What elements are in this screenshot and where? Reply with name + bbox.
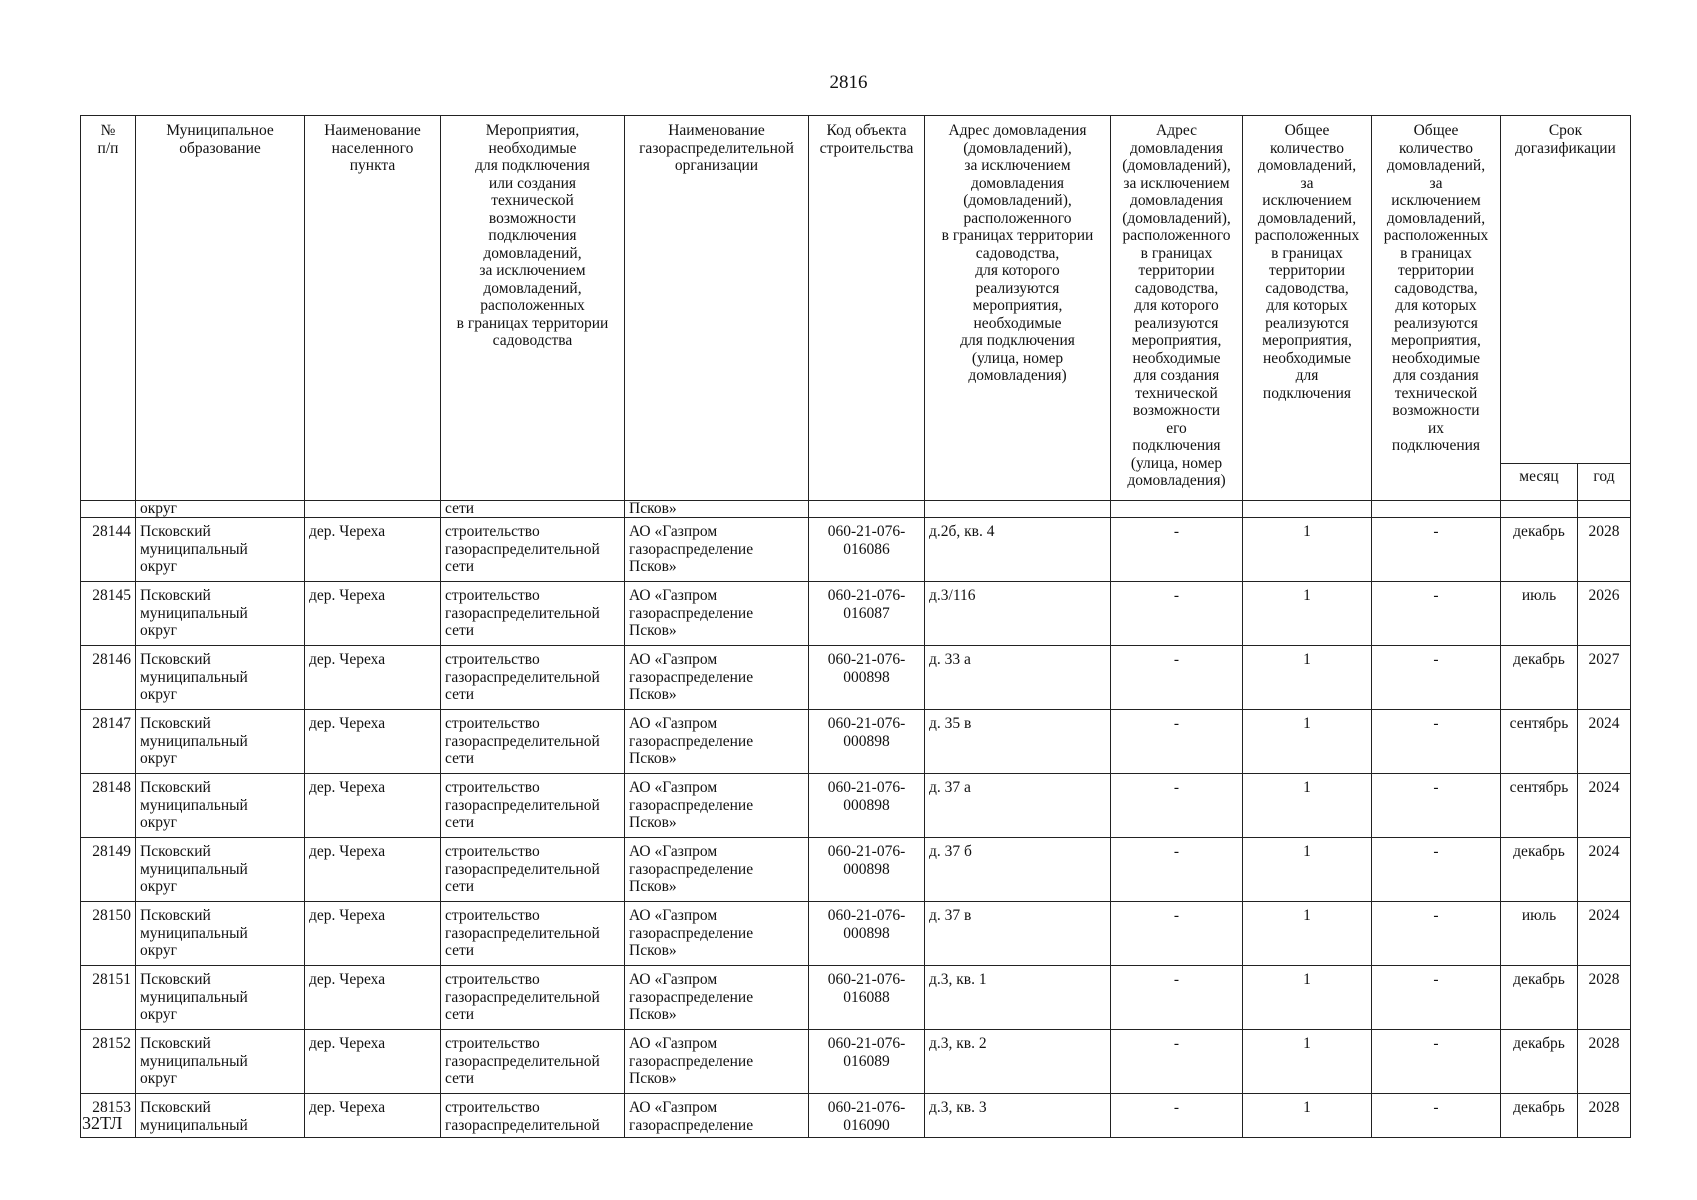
cell-settlement: дер. Череха xyxy=(305,966,441,1030)
cell-num: 28148 xyxy=(81,774,136,838)
cell-measures: строительство газораспределительной сети xyxy=(441,902,625,966)
cell-settlement: дер. Череха xyxy=(305,582,441,646)
cell-settlement: дер. Череха xyxy=(305,838,441,902)
cell-settlement xyxy=(305,501,441,518)
cell-municipality: Псковский муниципальный округ xyxy=(136,646,305,710)
cell-total-tech: - xyxy=(1372,774,1501,838)
cell-municipality: Псковский муниципальный округ xyxy=(136,582,305,646)
cell-num: 28149 xyxy=(81,838,136,902)
cell-total-tech: - xyxy=(1372,1030,1501,1094)
cell-num: 28146 xyxy=(81,646,136,710)
cell-month: июль xyxy=(1501,902,1578,966)
cell-total-connect: 1 xyxy=(1243,966,1372,1030)
cell-total-connect: 1 xyxy=(1243,838,1372,902)
cell-municipality: Псковский муниципальный округ xyxy=(136,1030,305,1094)
header-row xyxy=(81,116,1631,464)
table-row xyxy=(81,838,1631,902)
cell-year: 2028 xyxy=(1578,518,1631,582)
cell-total-connect: 1 xyxy=(1243,646,1372,710)
cell-object-code: 060-21-076- 016086 xyxy=(809,518,925,582)
cell-object-code: 060-21-076- 000898 xyxy=(809,838,925,902)
header-address-excl: Адрес домовладения (домовладений), за исключением домовладения (домовладений), расположенного в границах территории садоводства, для которого реализуются мероприятия, необходимые для подключения (улица, номер домовладения) xyxy=(925,116,1111,501)
cell-year: 2026 xyxy=(1578,582,1631,646)
cell-address-garden: - xyxy=(1111,518,1243,582)
cell-total-tech: - xyxy=(1372,582,1501,646)
cell-address-garden: - xyxy=(1111,582,1243,646)
cell-total-tech: - xyxy=(1372,1094,1501,1138)
cell-object-code: 060-21-076- 000898 xyxy=(809,710,925,774)
cell-measures: строительство газораспределительной сети xyxy=(441,518,625,582)
cell-total-tech: - xyxy=(1372,710,1501,774)
header-address-garden: Адрес домовладения (домовладений), за исключением домовладения (домовладений), расположенного в границах территории садоводства, для которого реализуются мероприятия, необходимые для создания технической возможности его подключения (улица, номер домовладения) xyxy=(1111,116,1243,501)
table-row xyxy=(81,902,1631,966)
cell-year: 2028 xyxy=(1578,1094,1631,1138)
cell-total-connect: 1 xyxy=(1243,774,1372,838)
cell-year: 2028 xyxy=(1578,1030,1631,1094)
table-row xyxy=(81,582,1631,646)
cell-total-tech: - xyxy=(1372,646,1501,710)
cell-address-excl: д.2б, кв. 4 xyxy=(925,518,1111,582)
cell-month: декабрь xyxy=(1501,1094,1578,1138)
cell-gas-org: АО «Газпром газораспределение Псков» xyxy=(625,518,809,582)
cell-year: 2027 xyxy=(1578,646,1631,710)
cell-total-connect: 1 xyxy=(1243,518,1372,582)
cell-municipality: Псковский муниципальный округ xyxy=(136,774,305,838)
cell-num: 28153 xyxy=(81,1094,136,1138)
cell-num: 28150 xyxy=(81,902,136,966)
cell-settlement: дер. Череха xyxy=(305,1030,441,1094)
cell-measures: строительство газораспределительной сети xyxy=(441,646,625,710)
cell-month: сентябрь xyxy=(1501,774,1578,838)
cell-total-tech: - xyxy=(1372,902,1501,966)
cell-measures: строительство газораспределительной сети xyxy=(441,774,625,838)
cell-object-code: 060-21-076- 000898 xyxy=(809,902,925,966)
header-measures: Мероприятия, необходимые для подключения или создания технической возможности подключения домовладений, за исключением домовладений, расположенных в границах территории садоводства xyxy=(441,116,625,501)
cell-object-code: 060-21-076- 016087 xyxy=(809,582,925,646)
cell-address-garden: - xyxy=(1111,902,1243,966)
cell-year: 2024 xyxy=(1578,838,1631,902)
cell-address-garden: - xyxy=(1111,710,1243,774)
header-month: месяц xyxy=(1501,464,1578,501)
cell-address-excl: д. 37 а xyxy=(925,774,1111,838)
cell-settlement: дер. Череха xyxy=(305,774,441,838)
cell-address-excl: д.3, кв. 3 xyxy=(925,1094,1111,1138)
cell-address-excl: д.3, кв. 2 xyxy=(925,1030,1111,1094)
cell-num: 28151 xyxy=(81,966,136,1030)
cell-measures: строительство газораспределительной сети xyxy=(441,582,625,646)
cell-gas-org: АО «Газпром газораспределение xyxy=(625,1094,809,1138)
header-municipality: Муниципальное образование xyxy=(136,116,305,501)
cell-total-connect: 1 xyxy=(1243,710,1372,774)
cell-measures: строительство газораспределительной сети xyxy=(441,710,625,774)
cell-address-garden: - xyxy=(1111,1030,1243,1094)
header-gas-org: Наименование газораспределительной организации xyxy=(625,116,809,501)
cell-address-garden: - xyxy=(1111,966,1243,1030)
cell-address-garden: - xyxy=(1111,1094,1243,1138)
cell-year: 2024 xyxy=(1578,710,1631,774)
cell-address-excl: д. 33 а xyxy=(925,646,1111,710)
table-row xyxy=(81,966,1631,1030)
cell-gas-org: АО «Газпром газораспределение Псков» xyxy=(625,966,809,1030)
cell-address-excl xyxy=(925,501,1111,518)
cell-num xyxy=(81,501,136,518)
cell-object-code: 060-21-076- 016088 xyxy=(809,966,925,1030)
cell-gas-org: АО «Газпром газораспределение Псков» xyxy=(625,902,809,966)
cell-object-code: 060-21-076- 016089 xyxy=(809,1030,925,1094)
cell-total-tech: - xyxy=(1372,518,1501,582)
cell-gas-org: АО «Газпром газораспределение Псков» xyxy=(625,1030,809,1094)
cell-municipality: округ xyxy=(136,501,305,518)
cell-month xyxy=(1501,501,1578,518)
cell-year: 2024 xyxy=(1578,902,1631,966)
footer-code: 32ТЛ xyxy=(82,1113,123,1133)
cell-measures: строительство газораспределительной xyxy=(441,1094,625,1138)
cell-address-excl: д. 37 в xyxy=(925,902,1111,966)
header-num: № п/п xyxy=(81,116,136,501)
cell-settlement: дер. Череха xyxy=(305,902,441,966)
cell-year: 2028 xyxy=(1578,966,1631,1030)
cell-month: декабрь xyxy=(1501,838,1578,902)
cell-municipality: Псковский муниципальный округ xyxy=(136,966,305,1030)
header-total-tech: Общее количество домовладений, за исключением домовладений, расположенных в границах территории садоводства, для которых реализуются мероприятия, необходимые для создания технической возможности их подключения xyxy=(1372,116,1501,501)
cell-address-excl: д.3/116 xyxy=(925,582,1111,646)
cell-municipality: Псковский муниципальный округ xyxy=(136,838,305,902)
cell-address-garden: - xyxy=(1111,838,1243,902)
cell-municipality: Псковский муниципальный округ xyxy=(136,518,305,582)
cell-measures: строительство газораспределительной сети xyxy=(441,838,625,902)
cell-municipality: Псковский муниципальный округ xyxy=(136,710,305,774)
cell-total-tech xyxy=(1372,501,1501,518)
cell-measures: строительство газораспределительной сети xyxy=(441,966,625,1030)
cell-settlement: дер. Череха xyxy=(305,710,441,774)
cell-total-connect: 1 xyxy=(1243,1030,1372,1094)
cell-address-garden: - xyxy=(1111,774,1243,838)
cell-gas-org: АО «Газпром газораспределение Псков» xyxy=(625,710,809,774)
cell-settlement: дер. Череха xyxy=(305,1094,441,1138)
cell-total-connect: 1 xyxy=(1243,1094,1372,1138)
cell-settlement: дер. Череха xyxy=(305,646,441,710)
table-row xyxy=(81,710,1631,774)
cell-address-garden: - xyxy=(1111,646,1243,710)
cell-object-code xyxy=(809,501,925,518)
cell-total-connect: 1 xyxy=(1243,582,1372,646)
continuation-row xyxy=(81,501,1631,518)
cell-gas-org: АО «Газпром газораспределение Псков» xyxy=(625,838,809,902)
cell-address-excl: д. 37 б xyxy=(925,838,1111,902)
cell-object-code: 060-21-076- 016090 xyxy=(809,1094,925,1138)
header-year: год xyxy=(1578,464,1631,501)
cell-num: 28145 xyxy=(81,582,136,646)
cell-address-excl: д.3, кв. 1 xyxy=(925,966,1111,1030)
header-settlement: Наименование населенного пункта xyxy=(305,116,441,501)
cell-num: 28147 xyxy=(81,710,136,774)
cell-month: декабрь xyxy=(1501,966,1578,1030)
cell-measures: строительство газораспределительной сети xyxy=(441,1030,625,1094)
header-deadline: Срок догазификации xyxy=(1501,116,1631,464)
cell-year: 2024 xyxy=(1578,774,1631,838)
page-number: 2816 xyxy=(829,72,868,93)
cell-num: 28152 xyxy=(81,1030,136,1094)
table-row xyxy=(81,1094,1631,1138)
cell-gas-org: Псков» xyxy=(625,501,809,518)
cell-object-code: 060-21-076- 000898 xyxy=(809,646,925,710)
table-row xyxy=(81,774,1631,838)
cell-month: декабрь xyxy=(1501,646,1578,710)
cell-total-connect: 1 xyxy=(1243,902,1372,966)
table-row xyxy=(81,518,1631,582)
cell-address-excl: д. 35 в xyxy=(925,710,1111,774)
cell-num: 28144 xyxy=(81,518,136,582)
cell-object-code: 060-21-076- 000898 xyxy=(809,774,925,838)
cell-gas-org: АО «Газпром газораспределение Псков» xyxy=(625,582,809,646)
cell-month: декабрь xyxy=(1501,1030,1578,1094)
cell-total-connect xyxy=(1243,501,1372,518)
cell-gas-org: АО «Газпром газораспределение Псков» xyxy=(625,646,809,710)
table-row xyxy=(81,646,1631,710)
header-total-connect: Общее количество домовладений, за исключением домовладений, расположенных в границах территории садоводства, для которых реализуются мероприятия, необходимые для подключения xyxy=(1243,116,1372,501)
cell-address-garden xyxy=(1111,501,1243,518)
cell-month: сентябрь xyxy=(1501,710,1578,774)
cell-measures: сети xyxy=(441,501,625,518)
cell-total-tech: - xyxy=(1372,838,1501,902)
cell-year xyxy=(1578,501,1631,518)
gasification-table xyxy=(80,115,1631,1138)
header-object-code: Код объекта строительства xyxy=(809,116,925,501)
cell-month: июль xyxy=(1501,582,1578,646)
cell-gas-org: АО «Газпром газораспределение Псков» xyxy=(625,774,809,838)
cell-settlement: дер. Череха xyxy=(305,518,441,582)
cell-total-tech: - xyxy=(1372,966,1501,1030)
cell-municipality: Псковский муниципальный xyxy=(136,1094,305,1138)
table-row xyxy=(81,1030,1631,1094)
cell-municipality: Псковский муниципальный округ xyxy=(136,902,305,966)
cell-month: декабрь xyxy=(1501,518,1578,582)
